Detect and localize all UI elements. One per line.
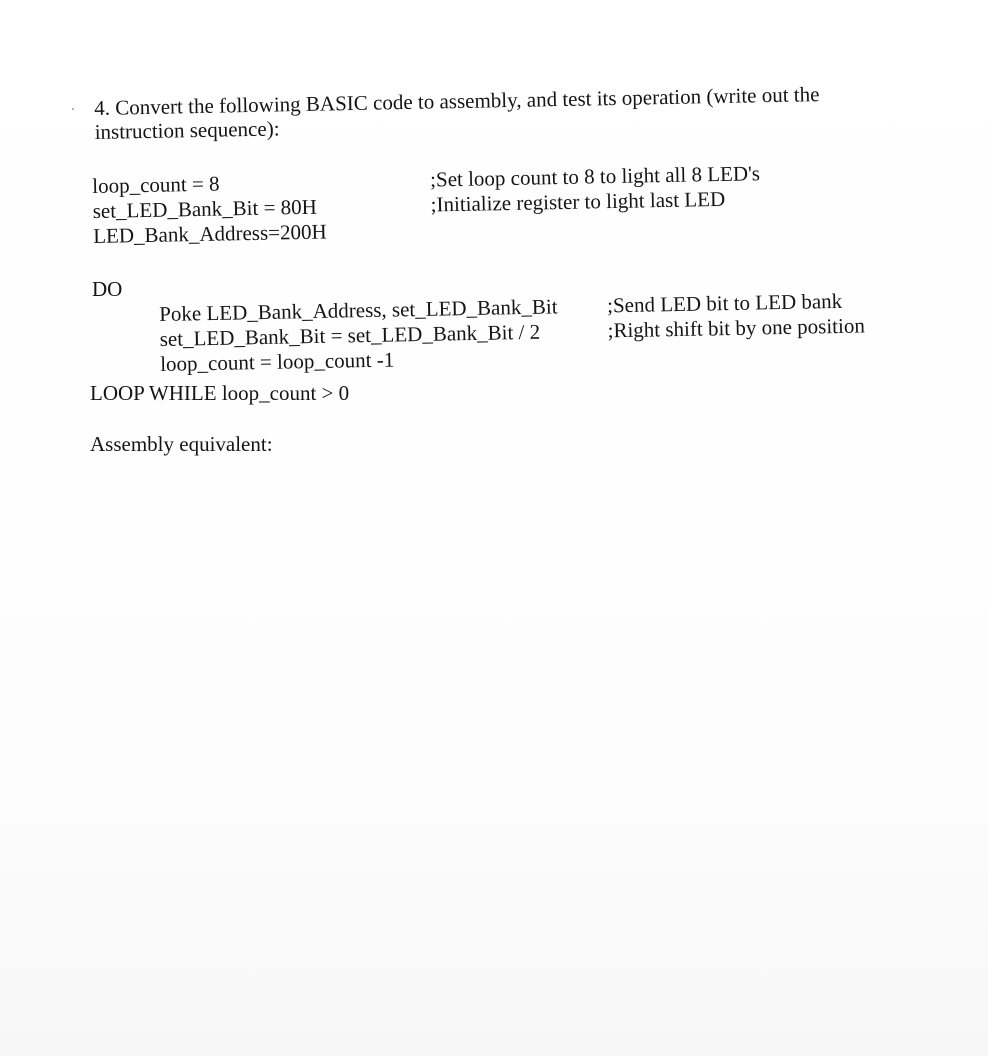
question-line-2: instruction sequence):	[94, 116, 280, 144]
loop-while-statement: LOOP WHILE loop_count > 0	[90, 381, 350, 405]
code-statement: LED_Bank_Address=200H	[92, 219, 327, 248]
code-comment: ;Initialize register to light last LED	[430, 186, 726, 217]
code-comment: ;Right shift bit by one position	[607, 313, 866, 343]
code-comment: ;Send LED bit to LED bank	[606, 288, 843, 318]
code-comment: ;Set loop count to 8 to light all 8 LED's	[429, 161, 761, 192]
code-statement: set_LED_Bank_Bit = set_LED_Bank_Bit / 2	[159, 319, 541, 351]
assembly-equivalent-label: Assembly equivalent:	[90, 432, 273, 456]
question-line-1: 4. Convert the following BASIC code to assembly, and test its operation (write out the	[94, 82, 820, 120]
code-statement: loop_count = loop_count -1	[159, 347, 395, 376]
code-statement: loop_count = 8	[92, 171, 220, 198]
do-keyword: DO	[92, 277, 123, 301]
answer-space[interactable]	[90, 470, 910, 1010]
basic-setup-block	[92, 158, 913, 249]
margin-mark	[72, 108, 74, 110]
code-statement: set_LED_Bank_Bit = 80H	[92, 194, 318, 223]
code-statement: Poke LED_Bank_Address, set_LED_Bank_Bit	[159, 294, 558, 326]
question-prompt	[94, 80, 915, 144]
basic-loop-body	[159, 287, 920, 377]
